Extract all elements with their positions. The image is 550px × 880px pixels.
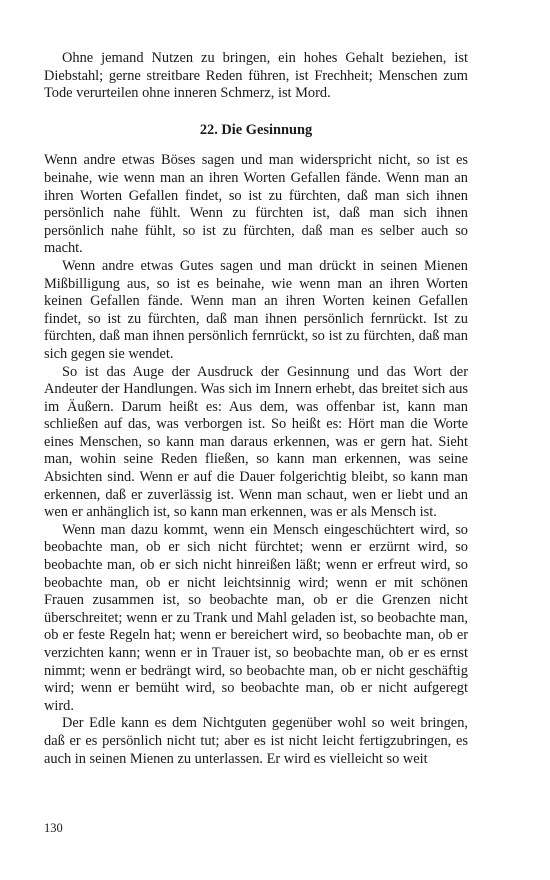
book-page (44, 50, 468, 768)
body-paragraph: Der Edle kann es dem Nichtguten gegenüber wohl so weit bringen, daß er es persönlich nicht tut; aber es ist nicht leicht fertigzubringen, es auch in seinen Mienen zu unterlassen. Er wird es vielleicht so weit (44, 715, 468, 767)
body-paragraph: Wenn andre etwas Gutes sagen und man drückt in seinen Mienen Mißbilligung aus, so ist es beinahe, wie wenn man an ihren Worten keinen Gefallen fände. Wenn man an ihren Worten keinen Gefallen findet, so ist zu fürchten, daß man ihnen persönlich fernrückt. Ist zu fürchten, daß man ihnen persönlich fernrückt, so ist zu fürchten, daß man sich gegen sie wendet. (44, 257, 468, 362)
body-paragraph: Wenn man dazu kommt, wenn ein Mensch eingeschüchtert wird, so beobachte man, ob er sich nicht fürchtet; wenn er erzürnt wird, so beobachte man, ob er sich nicht hinreißen läßt; wenn er erfreut wird, so beobachte man, ob er nicht leichtsinnig wird; wenn er mit schönen Frauen zusammen ist, so beobachte man, ob er die Grenzen nicht überschreitet; wenn er zu Trank und Mahl geladen ist, so beobachte man, ob er feste Regeln hat; wenn er bereichert wird, so beobachte man, ob er verzichten kann; wenn er in Trauer ist, so beobachte man, ob er es ernst nimmt; wenn er bedrängt wird, so beobachte man, ob er nicht geschäftig wird; wenn er bemüht wird, so beobachte man, ob er nicht aufgeregt wird. (44, 521, 468, 714)
intro-paragraph: Ohne jemand Nutzen zu bringen, ein hohes Gehalt beziehen, ist Diebstahl; gerne streitbare Reden führen, ist Frechheit; Menschen zum Tode verurteilen ohne inneren Schmerz, ist Mord. (44, 50, 468, 102)
section-heading: 22. Die Gesinnung (199, 121, 313, 138)
page-number: 130 (44, 821, 63, 835)
body-paragraph: Wenn andre etwas Böses sagen und man widerspricht nicht, so ist es beinahe, wie wenn man an ihren Worten Gefallen fände. Wenn man an ihren Worten Gefallen findet, so ist zu fürchten, daß man sich ihnen persönlich nahe fühlt. Wenn zu fürchten ist, daß man sich ihnen persönlich nahe fühlt, so ist zu fürchten, daß man es selber auch so macht. (44, 152, 468, 257)
body-paragraph: So ist das Auge der Ausdruck der Gesinnung und das Wort der Andeuter der Handlungen. Was sich im Innern erhebt, das breitet sich aus im Äußern. Darum heißt es: Aus dem, was offenbar ist, kann man schließen auf das, was verborgen ist. So heißt es: Hört man die Worte eines Menschen, so kann man daraus erkennen, was er gern hat. Sieht man, wohin seine Reden fließen, so kann man erkennen, was seine Absichten sind. Wenn er auf die Dauer folgerichtig bleibt, so kann man erkennen, daß er zuverlässig ist. Wenn man schaut, wen er liebt und an wen er anhänglich ist, so kann man erkennen, was er als Mensch ist. (44, 363, 468, 521)
